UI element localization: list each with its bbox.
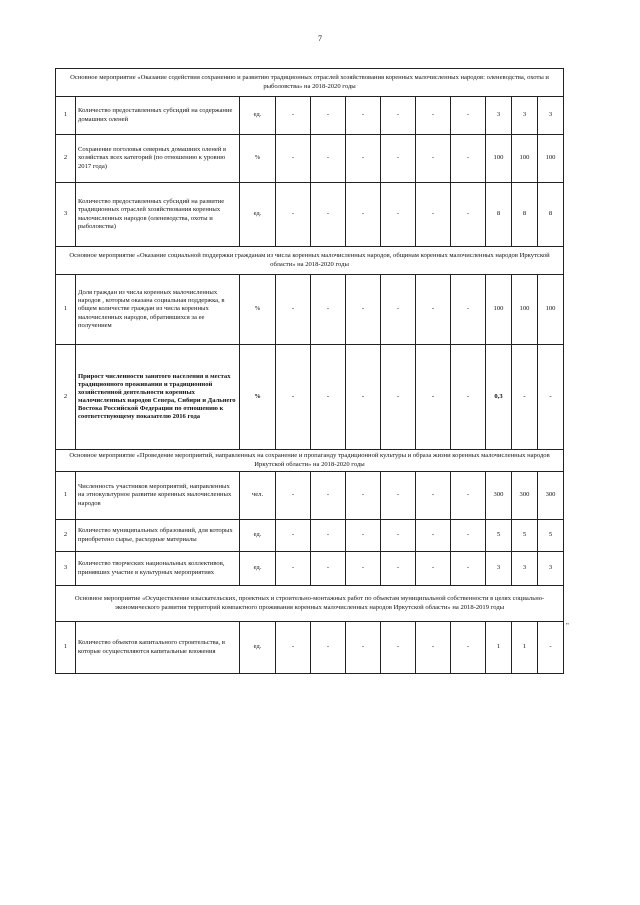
value-cell: - — [416, 345, 451, 450]
value-cell: - — [451, 552, 486, 586]
value-cell: 1 — [486, 622, 512, 674]
row-number: 3 — [56, 183, 76, 247]
value-cell: - — [276, 97, 311, 135]
section-title: Основное мероприятие «Проведение мероприятий, направленных на сохранение и пропаганду традиционной культуры и образа жизни коренных малочисленных народов Иркутской области» на 2018-2020 годы — [56, 450, 564, 472]
indicator-name: Прирост численности занятого населения в местах традиционного проживания и традиционной хозяйственной деятельности коренных малочисленных народов Севера, Сибири и Дальнего Востока Российской Федерации по отношению к соответствующему показателю 2016 года — [76, 345, 240, 450]
value-cell: - — [346, 472, 381, 520]
table-row — [56, 135, 564, 183]
value-cell: - — [276, 345, 311, 450]
value-cell: - — [416, 275, 451, 345]
value-cell: 100 — [486, 135, 512, 183]
value-cell: - — [451, 97, 486, 135]
value-cell: - — [381, 275, 416, 345]
value-cell: 5 — [512, 520, 538, 552]
value-cell: - — [416, 552, 451, 586]
row-number: 1 — [56, 97, 76, 135]
value-cell: - — [276, 183, 311, 247]
indicator-name: Количество объектов капитального строительства, в которые осуществляются капитальные вложения — [76, 622, 240, 674]
value-cell: - — [311, 552, 346, 586]
value-cell: - — [311, 97, 346, 135]
unit-cell: % — [240, 275, 276, 345]
indicator-name: Количество творческих национальных коллективов, принявших участие в культурных мероприятиях — [76, 552, 240, 586]
value-cell: 100 — [538, 275, 564, 345]
value-cell: 100 — [538, 135, 564, 183]
value-cell: 3 — [512, 552, 538, 586]
indicator-name: Доля граждан из числа коренных малочисленных народов , которым оказана социальная поддержка, в общем количестве граждан из числа коренных малочисленных народов, обратившихся за ее получением — [76, 275, 240, 345]
indicator-name: Количество предоставленных субсидий на содержание домашних оленей — [76, 97, 240, 135]
value-cell: - — [512, 345, 538, 450]
unit-cell: ед. — [240, 552, 276, 586]
value-cell: 300 — [538, 472, 564, 520]
row-number: 1 — [56, 622, 76, 674]
page-number: 7 — [318, 34, 322, 43]
table-row — [56, 622, 564, 674]
table-row — [56, 275, 564, 345]
value-cell: - — [311, 622, 346, 674]
value-cell: - — [276, 622, 311, 674]
value-cell: 5 — [486, 520, 512, 552]
value-cell: 100 — [486, 275, 512, 345]
section-header-row — [56, 69, 564, 97]
value-cell: - — [311, 135, 346, 183]
table-row — [56, 345, 564, 450]
indicators-table — [55, 68, 564, 674]
value-cell: - — [311, 183, 346, 247]
value-cell: - — [311, 345, 346, 450]
value-cell: 8 — [486, 183, 512, 247]
section-header-row — [56, 247, 564, 275]
value-cell: - — [451, 622, 486, 674]
value-cell: - — [381, 552, 416, 586]
indicator-name: Количество предоставленных субсидий на развитие традиционных отраслей хозяйствования коренных малочисленных народов (оленеводства, охоты и рыболовства) — [76, 183, 240, 247]
section-title: Основное мероприятие «Осуществление изыскательских, проектных и строительно-монтажных работ по объектам муниципальной собственности в целях социально-экономического развития территорий компактного проживания коренных малочисленных народов Иркутской области» на 2018-2019 годы — [56, 586, 564, 622]
section-header-row — [56, 450, 564, 472]
value-cell: - — [346, 520, 381, 552]
value-cell: - — [346, 345, 381, 450]
value-cell: - — [538, 345, 564, 450]
value-cell: 0,3 — [486, 345, 512, 450]
value-cell: 300 — [486, 472, 512, 520]
section-header-row — [56, 586, 564, 622]
value-cell: - — [311, 520, 346, 552]
value-cell: - — [416, 135, 451, 183]
indicator-name: Количество муниципальных образований, для которых приобретено сырье, расходные материалы — [76, 520, 240, 552]
value-cell: - — [451, 183, 486, 247]
value-cell: - — [416, 520, 451, 552]
value-cell: - — [451, 275, 486, 345]
row-number: 2 — [56, 345, 76, 450]
value-cell: - — [538, 622, 564, 674]
table-row — [56, 472, 564, 520]
value-cell: 8 — [512, 183, 538, 247]
value-cell: 8 — [538, 183, 564, 247]
value-cell: - — [381, 135, 416, 183]
table-row — [56, 552, 564, 586]
value-cell: - — [276, 275, 311, 345]
value-cell: 3 — [512, 97, 538, 135]
value-cell: - — [381, 520, 416, 552]
value-cell: - — [381, 622, 416, 674]
section-title: Основное мероприятие «Оказание содействия сохранению и развитию традиционных отраслей хозяйствования коренных малочисленных народов: оленеводства, охоты и рыболовства» на 2018-2020 годы — [56, 69, 564, 97]
value-cell: - — [346, 275, 381, 345]
value-cell: 300 — [512, 472, 538, 520]
value-cell: 3 — [538, 552, 564, 586]
unit-cell: ед. — [240, 183, 276, 247]
value-cell: 3 — [486, 97, 512, 135]
value-cell: - — [346, 135, 381, 183]
value-cell: - — [451, 472, 486, 520]
value-cell: - — [416, 183, 451, 247]
value-cell: - — [311, 472, 346, 520]
value-cell: 1 — [512, 622, 538, 674]
value-cell: - — [311, 275, 346, 345]
indicator-name: Сохранение поголовья северных домашних оленей в хозяйствах всех категорий (по отношению к уровню 2017 года) — [76, 135, 240, 183]
section-title: Основное мероприятие «Оказание социальной поддержки гражданам из числа коренных малочисленных народов, общинам коренных малочисленных народов Иркутской области» на 2018-2020 годы — [56, 247, 564, 275]
row-number: 1 — [56, 275, 76, 345]
table-row — [56, 97, 564, 135]
table-row — [56, 183, 564, 247]
row-number: 3 — [56, 552, 76, 586]
value-cell: - — [451, 520, 486, 552]
value-cell: - — [276, 552, 311, 586]
value-cell: - — [346, 97, 381, 135]
value-cell: - — [381, 472, 416, 520]
value-cell: - — [381, 345, 416, 450]
value-cell: - — [346, 183, 381, 247]
value-cell: - — [276, 520, 311, 552]
unit-cell: ед. — [240, 97, 276, 135]
unit-cell: чел. — [240, 472, 276, 520]
value-cell: - — [276, 472, 311, 520]
value-cell: 3 — [486, 552, 512, 586]
unit-cell: % — [240, 345, 276, 450]
row-number: 2 — [56, 520, 76, 552]
value-cell: - — [451, 345, 486, 450]
value-cell: 100 — [512, 135, 538, 183]
value-cell: - — [276, 135, 311, 183]
value-cell: - — [346, 552, 381, 586]
unit-cell: % — [240, 135, 276, 183]
value-cell: - — [381, 97, 416, 135]
indicator-name: Численность участников мероприятий, направленных на этнокультурное развитие коренных малочисленных народов — [76, 472, 240, 520]
value-cell: - — [451, 135, 486, 183]
row-number: 1 — [56, 472, 76, 520]
value-cell: 100 — [512, 275, 538, 345]
value-cell: - — [416, 472, 451, 520]
value-cell: - — [416, 622, 451, 674]
unit-cell: ед. — [240, 520, 276, 552]
value-cell: 3 — [538, 97, 564, 135]
closing-quote-mark: " — [566, 622, 569, 630]
value-cell: 5 — [538, 520, 564, 552]
unit-cell: ед. — [240, 622, 276, 674]
value-cell: - — [416, 97, 451, 135]
value-cell: - — [346, 622, 381, 674]
value-cell: - — [381, 183, 416, 247]
table-row — [56, 520, 564, 552]
row-number: 2 — [56, 135, 76, 183]
